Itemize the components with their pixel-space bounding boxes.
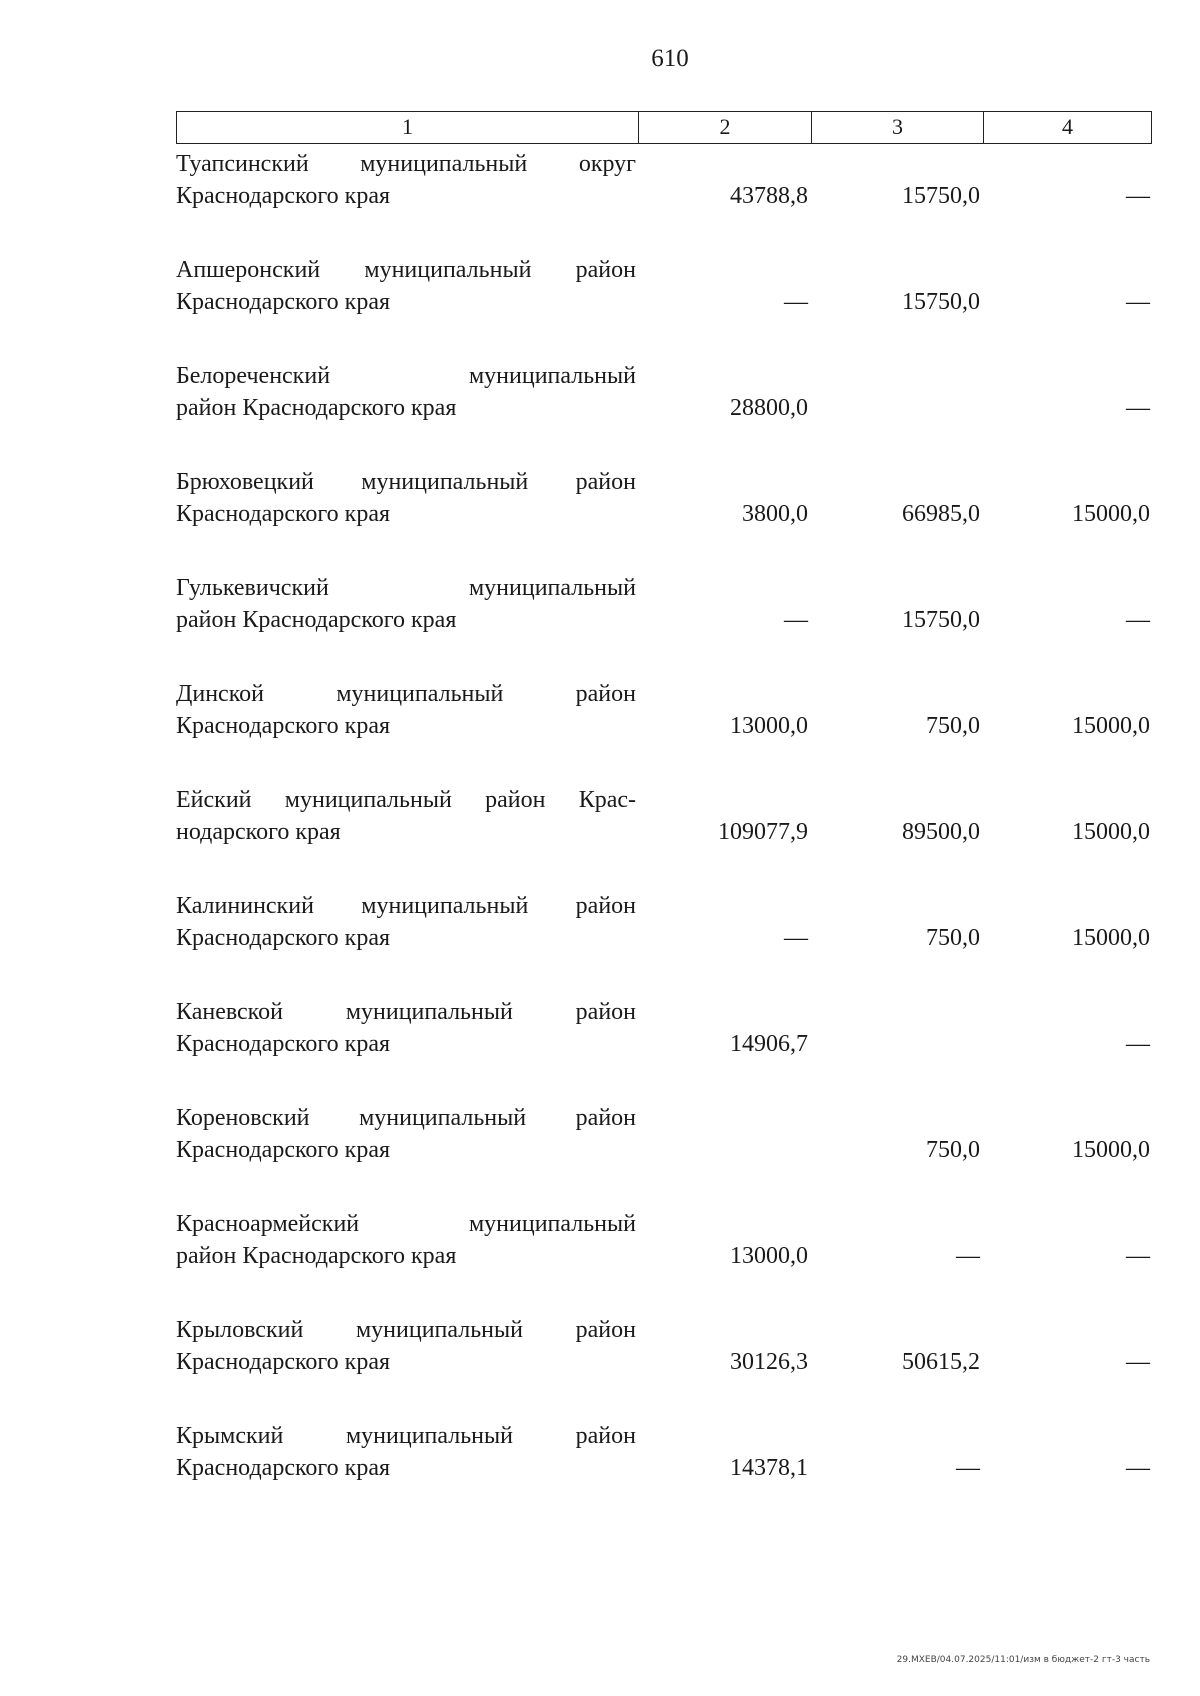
district-name [176, 148, 636, 212]
value-col-4: — [1126, 395, 1150, 421]
value-col-2: 13000,0 [730, 713, 808, 739]
value-col-2: 30126,3 [730, 1349, 808, 1375]
district-name-line2: Краснодарского края [176, 501, 391, 527]
district-name-line1: Крыловский муниципальный район [176, 1317, 636, 1343]
district-name-line2: район Краснодарского края [176, 395, 457, 421]
value-col-2: — [784, 925, 808, 951]
district-name [176, 996, 636, 1060]
table-header [176, 111, 1152, 144]
value-col-2: — [784, 607, 808, 633]
value-col-3: 89500,0 [902, 819, 980, 845]
header-col-3: 3 [812, 112, 984, 143]
value-col-4: 15000,0 [1072, 925, 1150, 951]
district-name-line1: Динской муниципальный район [176, 681, 636, 707]
district-name-line1: Калининский муниципальный район [176, 893, 636, 919]
page-number: 610 [651, 45, 689, 72]
value-col-4: 15000,0 [1072, 713, 1150, 739]
value-col-3: 50615,2 [902, 1349, 980, 1375]
district-name-line1: Красноармейский муниципальный [176, 1211, 636, 1237]
district-name-line2: Краснодарского края [176, 1031, 391, 1057]
value-col-4: 15000,0 [1072, 501, 1150, 527]
value-col-4: — [1126, 183, 1150, 209]
district-name-line2: район Краснодарского края [176, 607, 457, 633]
value-col-3: — [956, 1243, 980, 1269]
table-row [0, 996, 1200, 1102]
district-name-line2: Краснодарского края [176, 713, 391, 739]
district-name-line1: Ейский муниципальный район Крас- [176, 787, 636, 813]
table-row [0, 1314, 1200, 1420]
district-name [176, 466, 636, 530]
district-name [176, 1314, 636, 1378]
table-row [0, 572, 1200, 678]
value-col-4: — [1126, 1031, 1150, 1057]
value-col-2: 3800,0 [742, 501, 808, 527]
table-row [0, 254, 1200, 360]
value-col-2: 14906,7 [730, 1031, 808, 1057]
value-col-4: — [1126, 1243, 1150, 1269]
district-name [176, 890, 636, 954]
district-name-line2: Краснодарского края [176, 1137, 391, 1163]
value-col-4: 15000,0 [1072, 1137, 1150, 1163]
district-name [176, 678, 636, 742]
value-col-4: 15000,0 [1072, 819, 1150, 845]
value-col-3: 750,0 [926, 925, 980, 951]
district-name [176, 1102, 636, 1166]
header-col-2: 2 [639, 112, 812, 143]
table-row [0, 360, 1200, 466]
table-body [0, 148, 1200, 1526]
footer-note: 29.МХЕВ/04.07.2025/11:01/изм в бюджет-2 гт-3 часть [896, 1655, 1150, 1665]
district-name [176, 1420, 636, 1484]
district-name [176, 784, 636, 848]
district-name-line2: нодарского края [176, 819, 341, 845]
district-name-line1: Апшеронский муниципальный район [176, 257, 636, 283]
table-row [0, 1420, 1200, 1526]
district-name-line1: Брюховецкий муниципальный район [176, 469, 636, 495]
district-name [176, 1208, 636, 1272]
value-col-2: 109077,9 [718, 819, 808, 845]
district-name-line1: Белореченский муниципальный [176, 363, 636, 389]
value-col-3: 15750,0 [902, 289, 980, 315]
district-name [176, 360, 636, 424]
district-name-line2: Краснодарского края [176, 183, 391, 209]
value-col-3: 750,0 [926, 1137, 980, 1163]
district-name-line1: Гулькевичский муниципальный [176, 575, 636, 601]
district-name-line2: Краснодарского края [176, 1455, 391, 1481]
district-name-line2: Краснодарского края [176, 289, 391, 315]
value-col-3: 15750,0 [902, 183, 980, 209]
value-col-2: — [784, 289, 808, 315]
table-row [0, 890, 1200, 996]
district-name-line1: Кореновский муниципальный район [176, 1105, 636, 1131]
value-col-2: 13000,0 [730, 1243, 808, 1269]
table-row [0, 678, 1200, 784]
value-col-2: 43788,8 [730, 183, 808, 209]
district-name-line1: Каневской муниципальный район [176, 999, 636, 1025]
district-name-line2: район Краснодарского края [176, 1243, 457, 1269]
value-col-3: 750,0 [926, 713, 980, 739]
district-name-line1: Крымский муниципальный район [176, 1423, 636, 1449]
table-row [0, 1102, 1200, 1208]
district-name [176, 254, 636, 318]
district-name [176, 572, 636, 636]
table-row [0, 148, 1200, 254]
value-col-2: 14378,1 [730, 1455, 808, 1481]
value-col-4: — [1126, 1455, 1150, 1481]
table-row [0, 784, 1200, 890]
district-name-line2: Краснодарского края [176, 1349, 391, 1375]
header-col-1: 1 [177, 112, 639, 143]
value-col-3: — [956, 1455, 980, 1481]
value-col-3: 15750,0 [902, 607, 980, 633]
district-name-line2: Краснодарского края [176, 925, 391, 951]
district-name-line1: Туапсинский муниципальный округ [176, 151, 636, 177]
header-col-4: 4 [1062, 114, 1073, 139]
value-col-4: — [1126, 607, 1150, 633]
value-col-4: — [1126, 289, 1150, 315]
value-col-3: 66985,0 [902, 501, 980, 527]
table-row [0, 1208, 1200, 1314]
table-row [0, 466, 1200, 572]
value-col-4: — [1126, 1349, 1150, 1375]
value-col-2: 28800,0 [730, 395, 808, 421]
